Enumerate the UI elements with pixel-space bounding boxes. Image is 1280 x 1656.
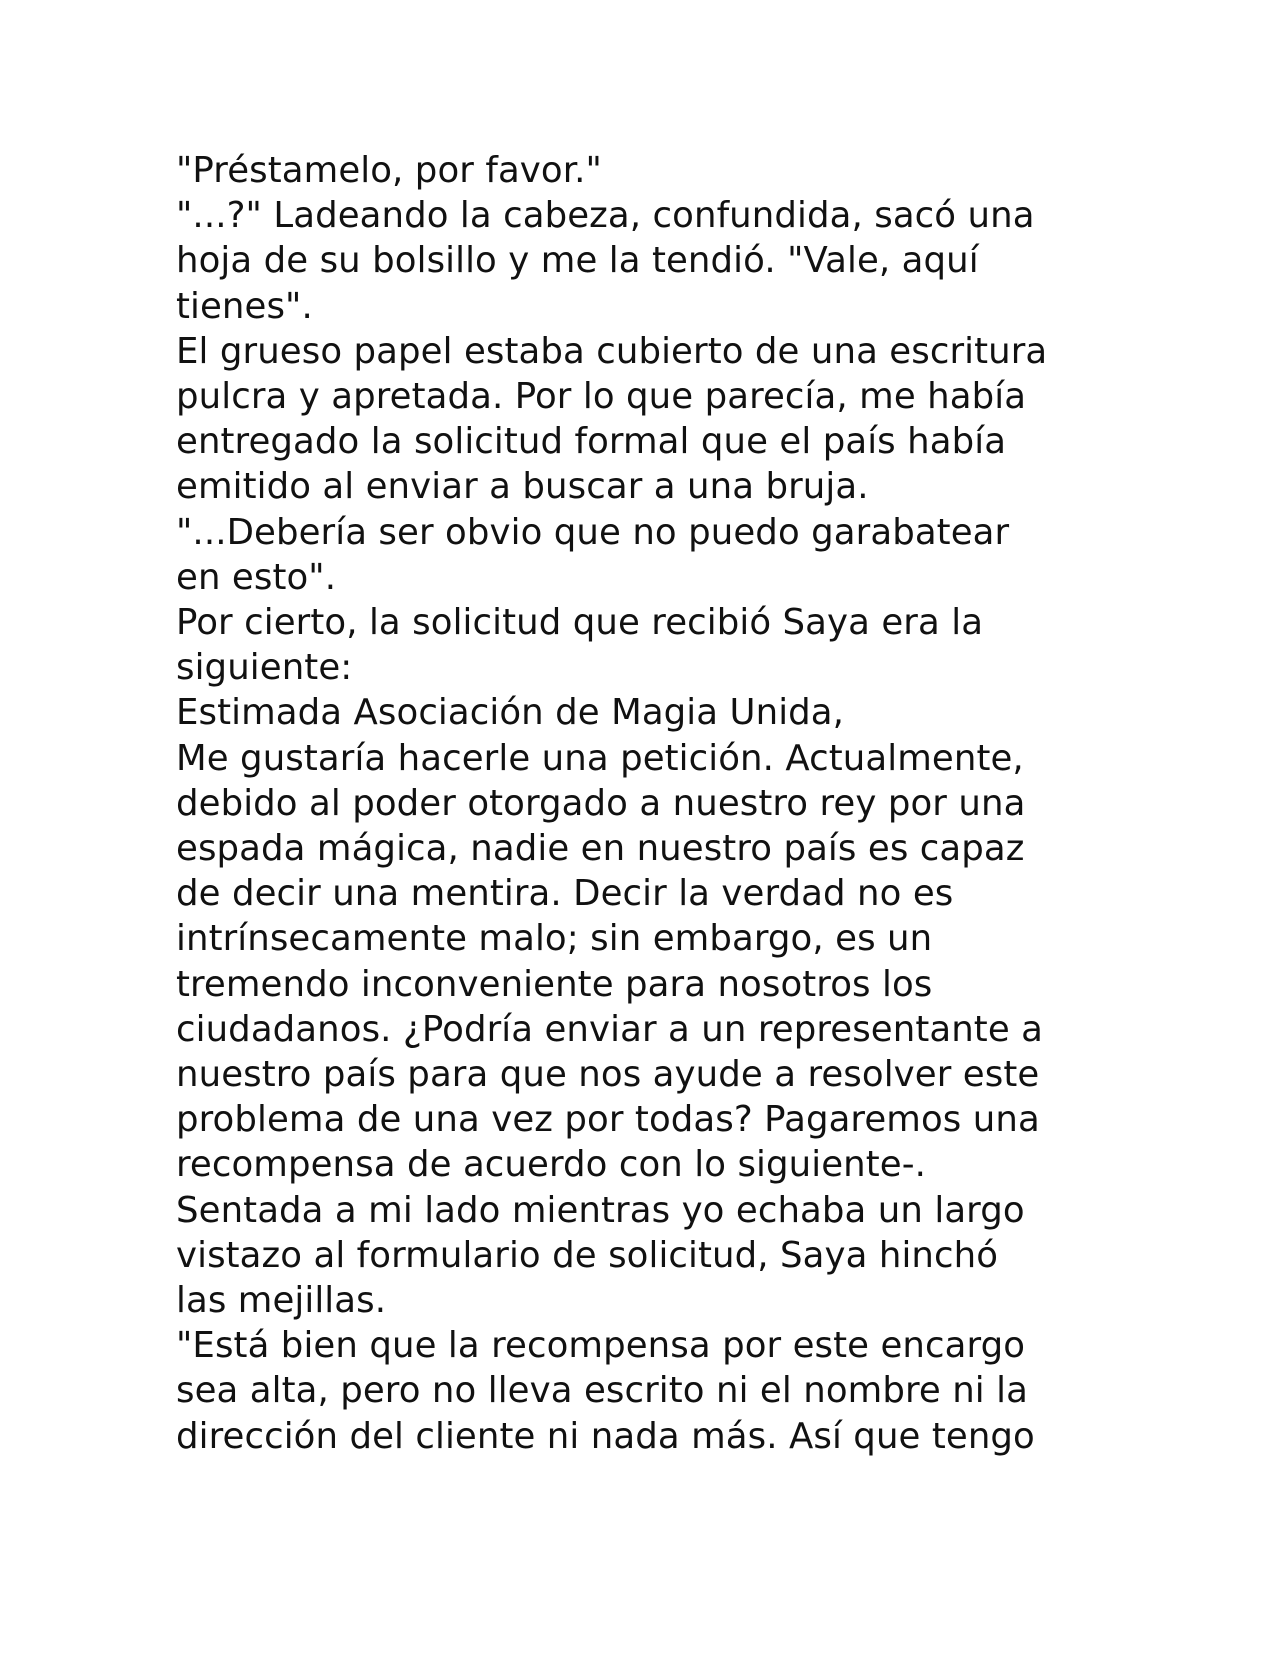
text-line: espada mágica, nadie en nuestro país es capaz — [176, 828, 1025, 870]
text-line: Me gustaría hacerle una petición. Actualmente, — [176, 737, 1024, 779]
text-line: sea alta, pero no lleva escrito ni el nombre ni la — [176, 1370, 1028, 1412]
text-line: hoja de su bolsillo y me la tendió. "Vale, aquí — [176, 240, 979, 282]
text-line: "Está bien que la recompensa por este encargo — [176, 1325, 1026, 1367]
text-line: "...Debería ser obvio que no puedo garabatear — [176, 511, 1010, 553]
text-line: "...?" Ladeando la cabeza, confundida, sacó una — [176, 195, 1035, 237]
text-line: tremendo inconveniente para nosotros los — [176, 963, 933, 1005]
text-line: recompensa de acuerdo con lo siguiente-. — [176, 1144, 927, 1186]
text-line: ciudadanos. ¿Podría enviar a un representante a — [176, 1008, 1043, 1050]
text-line: El grueso papel estaba cubierto de una escritura — [176, 330, 1048, 372]
body-text — [176, 148, 1116, 1459]
text-line: Por cierto, la solicitud que recibió Saya era la — [176, 602, 984, 644]
text-line: "Préstamelo, por favor." — [176, 150, 602, 191]
text-line: tienes". — [176, 285, 313, 327]
text-line: de decir una mentira. Decir la verdad no es — [176, 873, 954, 915]
text-line: debido al poder otorgado a nuestro rey por una — [176, 782, 1026, 824]
text-line: pulcra y apretada. Por lo que parecía, me había — [176, 376, 1027, 418]
text-line: las mejillas. — [176, 1280, 387, 1322]
text-line: intrínsecamente malo; sin embargo, es un — [176, 918, 933, 960]
text-line: siguiente: — [176, 647, 353, 689]
text-line: entregado la solicitud formal que el país había — [176, 421, 1007, 463]
text-line: dirección del cliente ni nada más. Así que tengo — [176, 1415, 1035, 1457]
text-line: emitido al enviar a buscar a una bruja. — [176, 466, 869, 508]
text-line: Estimada Asociación de Magia Unida, — [176, 692, 845, 734]
text-line: problema de una vez por todas? Pagaremos una — [176, 1099, 1040, 1141]
text-line: Sentada a mi lado mientras yo echaba un largo — [176, 1189, 1025, 1231]
text-line: nuestro país para que nos ayude a resolver este — [176, 1054, 1040, 1096]
text-line: en esto". — [176, 556, 337, 598]
text-line: vistazo al formulario de solicitud, Saya hinchó — [176, 1234, 999, 1276]
